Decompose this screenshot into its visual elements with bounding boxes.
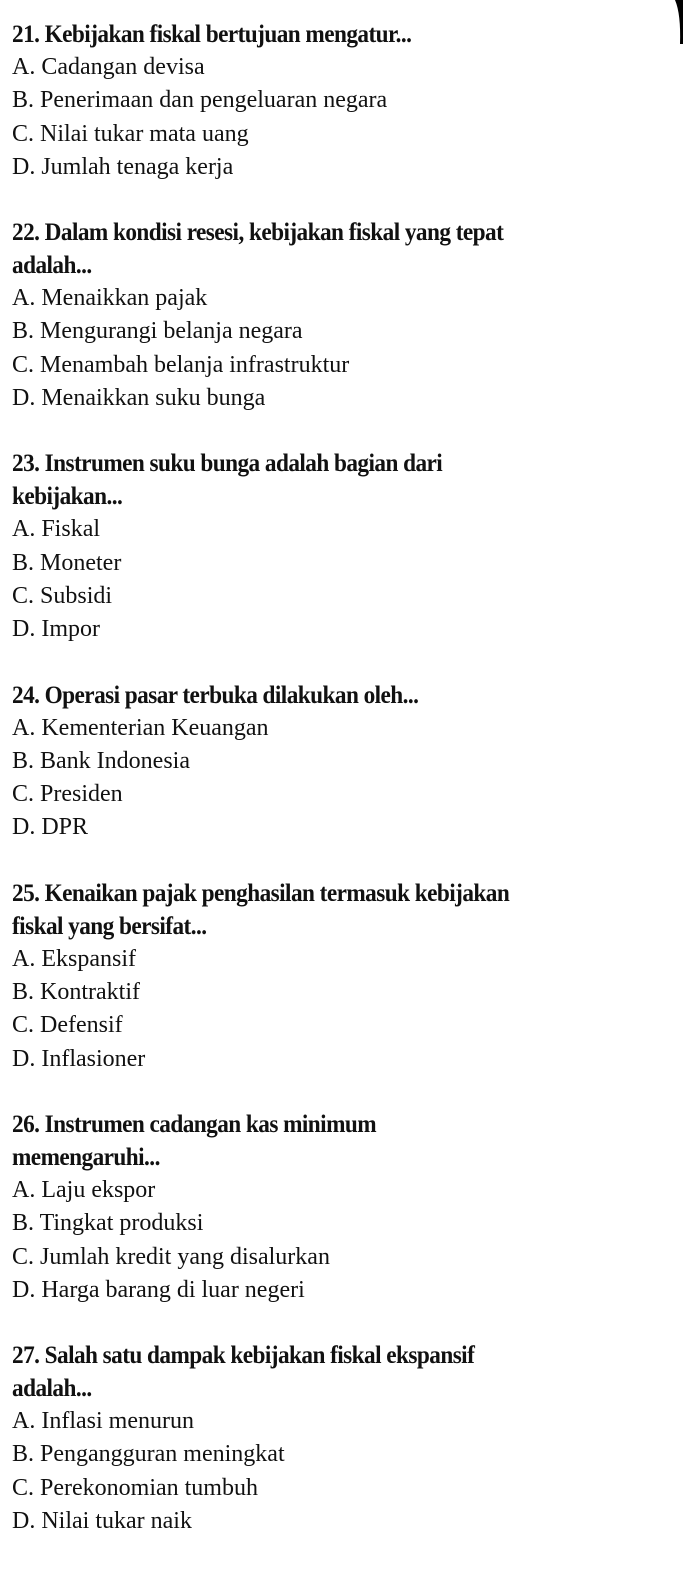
option-c: C. Jumlah kredit yang disalurkan — [12, 1243, 330, 1270]
question-22 — [12, 216, 662, 415]
option-b: B. Moneter — [12, 549, 122, 576]
question-title-line-1: 27. Salah satu dampak kebijakan fiskal ekspansif — [12, 1342, 475, 1370]
question-23 — [12, 447, 662, 646]
option-list — [12, 712, 662, 845]
option-c: C. Perekonomian tumbuh — [12, 1474, 258, 1501]
option-list — [12, 943, 662, 1076]
option-list — [12, 51, 662, 184]
question-title-line-1: 22. Dalam kondisi resesi, kebijakan fiskal yang tepat — [12, 219, 504, 247]
question-27 — [12, 1339, 662, 1538]
question-title-line-2: kebijakan... — [12, 483, 123, 511]
question-title — [12, 1339, 663, 1405]
option-a: A. Ekspansif — [12, 945, 136, 972]
question-24 — [12, 679, 662, 845]
question-title-line-2: adalah... — [12, 252, 92, 280]
question-title-line-2: fiskal yang bersifat... — [12, 912, 207, 940]
question-26 — [12, 1108, 662, 1307]
option-d: D. Nilai tukar naik — [12, 1508, 192, 1535]
option-b: B. Mengurangi belanja negara — [12, 318, 303, 345]
question-title-line-1: 23. Instrumen suku bunga adalah bagian dari — [12, 450, 443, 478]
option-list — [12, 1405, 662, 1538]
option-b: B. Tingkat produksi — [12, 1210, 204, 1237]
option-c: C. Presiden — [12, 781, 123, 808]
question-title-line-1: 26. Instrumen cadangan kas minimum — [12, 1110, 377, 1138]
option-list — [12, 1174, 662, 1307]
option-list — [12, 282, 662, 415]
question-title — [12, 1108, 663, 1174]
option-d: D. Harga barang di luar negeri — [12, 1276, 305, 1303]
option-a: A. Cadangan devisa — [12, 54, 205, 80]
option-c: C. Defensif — [12, 1012, 123, 1039]
question-title — [12, 447, 663, 513]
option-d: D. Impor — [12, 616, 100, 643]
option-b: B. Bank Indonesia — [12, 747, 190, 774]
option-d: D. Jumlah tenaga kerja — [12, 153, 234, 180]
option-a: A. Laju ekspor — [12, 1176, 156, 1203]
option-c: C. Menambah belanja infrastruktur — [12, 351, 350, 378]
option-b: B. Kontraktif — [12, 979, 140, 1006]
question-title — [12, 877, 663, 943]
option-c: C. Subsidi — [12, 582, 113, 609]
question-21 — [12, 18, 662, 184]
option-d: D. Menaikkan suku bunga — [12, 385, 266, 412]
option-a: A. Menaikkan pajak — [12, 285, 208, 312]
question-title-line-2: adalah... — [12, 1375, 92, 1403]
question-25 — [12, 877, 662, 1076]
question-title: 21. Kebijakan fiskal bertujuan mengatur... — [12, 21, 412, 48]
option-a: A. Kementerian Keuangan — [12, 714, 269, 741]
question-title-line-1: 25. Kenaikan pajak penghasilan termasuk kebijakan — [12, 879, 510, 907]
option-a: A. Inflasi menurun — [12, 1408, 194, 1435]
question-title-line-2: memengaruhi... — [12, 1143, 160, 1171]
option-d: D. DPR — [12, 814, 89, 841]
question-title — [12, 216, 663, 282]
option-d: D. Inflasioner — [12, 1045, 146, 1072]
option-list — [12, 513, 662, 646]
option-b: B. Penerimaan dan pengeluaran negara — [12, 87, 388, 114]
option-c: C. Nilai tukar mata uang — [12, 120, 249, 147]
option-a: A. Fiskal — [12, 516, 101, 543]
question-title: 24. Operasi pasar terbuka dilakukan oleh... — [12, 681, 419, 709]
option-b: B. Pengangguran meningkat — [12, 1441, 285, 1468]
question-sheet — [12, 18, 662, 1570]
